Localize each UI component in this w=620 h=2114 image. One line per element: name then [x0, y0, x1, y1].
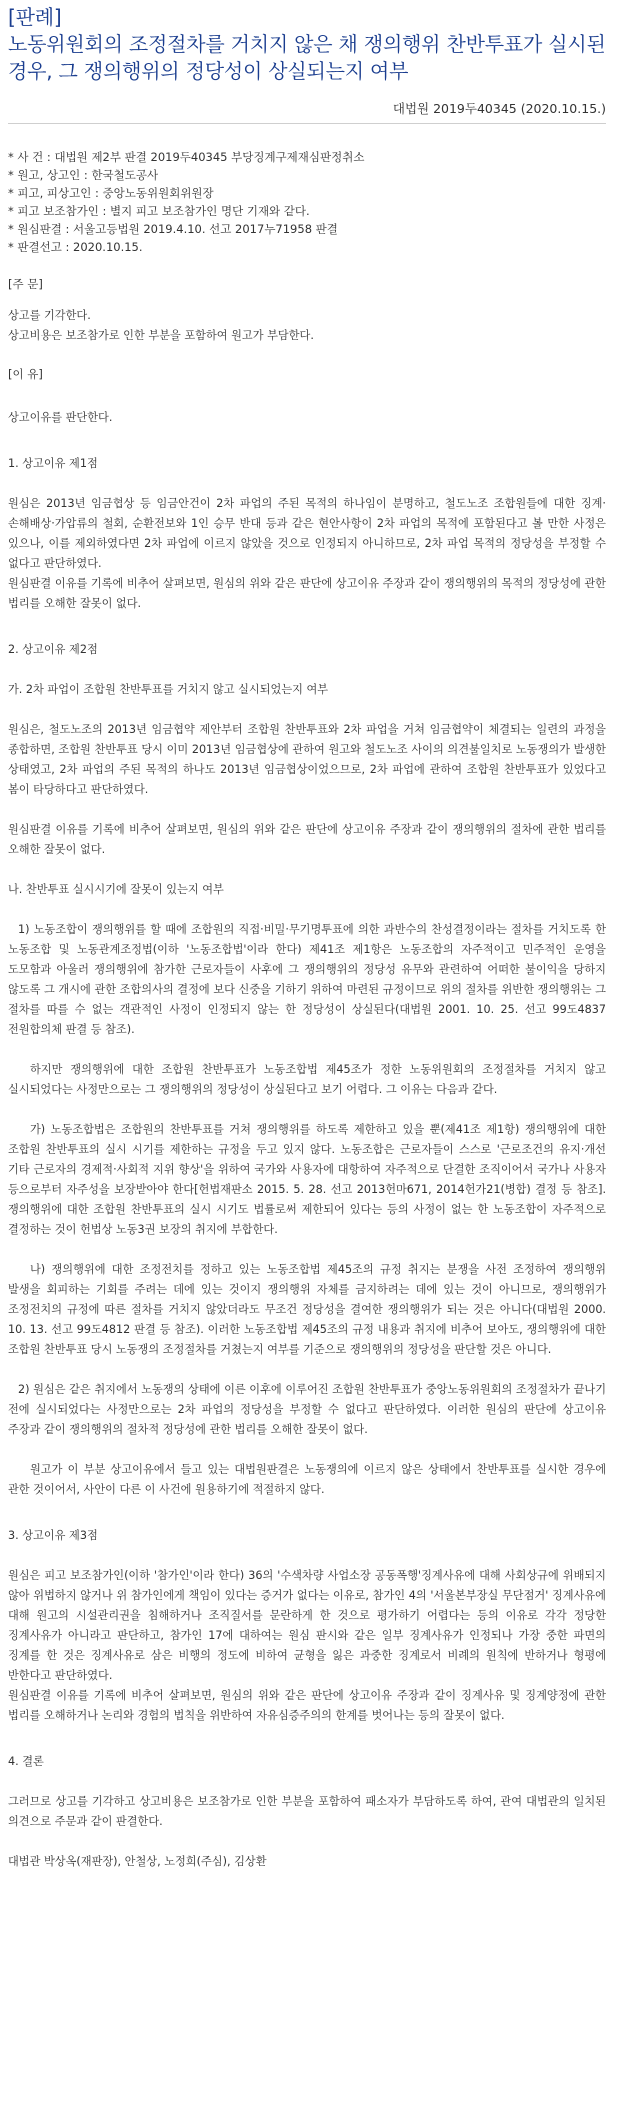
section-heading: 4. 결론 [8, 1755, 44, 1768]
meta-decision-date: * 판결선고 : 2020.10.15. [8, 240, 143, 254]
meta-lower-judgment: * 원심판결 : 서울고등법원 2019.4.10. 선고 2017누71958 판결 [8, 222, 338, 236]
meta-intervenor: * 피고 보조참가인 : 별지 피고 보조참가인 명단 기재와 같다. [8, 204, 310, 218]
section-heading: 1. 상고이유 제1점 [8, 457, 98, 470]
order-heading: [주 문] [8, 277, 43, 291]
order-line: 상고를 기각한다. [8, 309, 91, 322]
case-meta [8, 148, 606, 256]
paragraph: 가) 노동조합법은 조합원의 찬반투표를 거쳐 쟁의행위를 하도록 제한하고 있을 뿐(제41조 제1항) 쟁의행위에 대한 조합원 찬반투표의 실시 시기를 제한하는 규정을 두고 있지 않다. 노동조합은 근로자들이 스스로 '근로조건의 유지·개선 기타 근로자의 경제적·사회적 지위 향상'을 위하여 국가와 사용자에 대항하여 자주적으로 단결한 조직이어서 국가나 사용자 등으로부터 자주성을 보장받아야 한다[헌법재판소 2015. 5. 28. 선고 2013헌마671, 2014헌가21(병합) 결정 등 참조]. 쟁의행위에 대한 조합원 찬반투표의 실시 시기도 법률로써 제한되어 있다는 등의 사정이 없는 한 노동조합이 자주적으로 결정하는 것이 헌법상 노동3권 보장의 취지에 부합한다. [8, 1123, 606, 1236]
paragraph: 그러므로 상고를 기각하고 상고비용은 보조참가로 인한 부분을 포함하여 패소자가 부담하도록 하여, 관여 대법관의 일치된 의견으로 주문과 같이 판결한다. [8, 1795, 606, 1828]
case-title-block [8, 4, 606, 85]
case-tag: [판례] [8, 5, 62, 29]
paragraph: 원고가 이 부분 상고이유에서 들고 있는 대법원판결은 노동쟁의에 이르지 않은 상태에서 찬반투표를 실시한 경우에 관한 것이어서, 사안이 다른 이 사건에 원용하기에 적절하지 않다. [8, 1463, 606, 1496]
paragraph: 2) 원심은 같은 취지에서 노동쟁의 상태에 이른 이후에 이루어진 조합원 찬반투표가 중앙노동위원회의 조정절차가 끝나기 전에 실시되었다는 사정만으로는 2차 파업의 정당성을 부정할 수 없다고 판단하였다. 이러한 원심의 판단에 상고이유 주장과 같이 쟁의행위의 절차적 정당성에 관한 법리를 오해한 잘못이 없다. [8, 1383, 606, 1436]
paragraph: 원심은 2013년 임금협상 등 임금안건이 2차 파업의 주된 목적의 하나임이 분명하고, 철도노조 조합원들에 대한 징계·손해배상·가압류의 철회, 순환전보와 1인 승무 반대 등과 같은 현안사항이 2차 파업의 목적에 포함된다고 볼 만한 사정은 있으나, 이를 제외하였다면 2차 파업에 이르지 않았을 것으로 인정되지 아니하므로, 2차 파업 목적의 정당성을 부정할 수 없다고 판단하였다. [8, 497, 606, 570]
paragraph: 하지만 쟁의행위에 대한 조합원 찬반투표가 노동조합법 제45조가 정한 노동위원회의 조정절차를 거치지 않고 실시되었다는 사정만으로는 그 쟁의행위의 정당성이 상실된다고 보기 어렵다. 그 이유는 다음과 같다. [8, 1063, 606, 1096]
case-citation: 대법원 2019두40345 (2020.10.15.) [8, 99, 606, 124]
paragraph: 원심은 피고 보조참가인(이하 '참가인'이라 한다) 36의 '수색차량 사업소장 공동폭행'징계사유에 대해 사회상규에 위배되지 않아 위법하지 않거나 위 참가인에게 책임이 있다는 증거가 없다는 이유로, 참가인 4의 '서울본부장실 무단점거' 징계사유에 대해 원고의 시설관리권을 침해하거나 조직질서를 문란하게 한 것으로 평가하기 어렵다는 등의 이유로 각각 정당한 징계사유가 아니라고 판단하고, 참가인 17에 대하여는 원심 판시와 같은 일부 징계사유가 인정되나 가장 중한 파면의 징계를 한 것은 징계사유로 삼은 비행의 정도에 비하여 균형을 잃은 과중한 징계로서 비례의 원칙에 반하거나 형평에 반한다고 판단하였다. [8, 1569, 606, 1682]
paragraph: 원심판결 이유를 기록에 비추어 살펴보면, 원심의 위와 같은 판단에 상고이유 주장과 같이 징계사유 및 징계양정에 관한 법리를 오해하거나 논리와 경험의 법칙을 위반하여 자유심증주의의 한계를 벗어나는 등의 잘못이 없다. [8, 1689, 606, 1722]
case-title: 노동위원회의 조정절차를 거치지 않은 채 쟁의행위 찬반투표가 실시된 경우, 그 쟁의행위의 정당성이 상실되는지 여부 [8, 32, 606, 83]
meta-defendant: * 피고, 피상고인 : 중앙노동위원회위원장 [8, 186, 214, 200]
paragraph: 원심판결 이유를 기록에 비추어 살펴보면, 원심의 위와 같은 판단에 상고이유 주장과 같이 쟁의행위의 목적의 정당성에 관한 법리를 오해한 잘못이 없다. [8, 577, 606, 610]
paragraph: 나) 쟁의행위에 대한 조정전치를 정하고 있는 노동조합법 제45조의 규정 취지는 분쟁을 사전 조정하여 쟁의행위 발생을 회피하는 기회를 주려는 데에 있는 것이지 쟁의행위 자체를 금지하려는 데에 있는 것이 아니므로, 쟁의행위가 조정전치의 규정에 따른 절차를 거치지 않았더라도 무조건 정당성을 결여한 쟁의행위가 되는 것은 아니다(대법원 2000. 10. 13. 선고 99도4812 판결 등 참조). 이러한 노동조합법 제45조의 규정 내용과 취지에 비추어 보아도, 쟁의행위에 대한 조합원 찬반투표 당시 노동쟁의 조정절차를 거쳤는지 여부를 기준으로 쟁의행위의 정당성을 판단할 것은 아니다. [8, 1263, 606, 1356]
paragraph: 원심은, 철도노조의 2013년 임금협약 제안부터 조합원 찬반투표와 2차 파업을 거쳐 임금협약이 체결되는 일련의 과정을 종합하면, 조합원 찬반투표 당시 이미 2013년 임금협상에 관하여 원고와 철도노조 사이의 의견불일치로 노동쟁의가 발생한 상태였고, 2차 파업의 주된 목적의 하나도 2013년 임금협상이었으므로, 2차 파업에 관하여 조합원 찬반투표가 있었다고 봄이 타당하다고 판단하였다. [8, 723, 606, 796]
subsection-heading: 가. 2차 파업이 조합원 찬반투표를 거치지 않고 실시되었는지 여부 [8, 683, 329, 696]
reasons-heading: [이 유] [8, 367, 43, 381]
subsection-heading: 나. 찬반투표 실시시기에 잘못이 있는지 여부 [8, 883, 224, 896]
paragraph: 1) 노동조합이 쟁의행위를 할 때에 조합원의 직접·비밀·무기명투표에 의한 과반수의 찬성결정이라는 절차를 거치도록 한 노동조합 및 노동관계조정법(이하 '노동조합법'이라 한다) 제41조 제1항은 노동조합의 자주적이고 민주적인 운영을 도모함과 아울러 쟁의행위에 참가한 근로자들이 사후에 그 쟁의행위의 정당성 유무와 관련하여 어떠한 불이익을 당하지 않도록 그 개시에 관한 조합의사의 결정에 보다 신중을 기하기 위하여 마련된 규정이므로 위의 절차를 위반한 쟁의행위는 그 절차를 따를 수 없는 객관적인 사정이 인정되지 않는 한 정당성이 상실된다(대법원 2001. 10. 25. 선고 99도4837 전원합의체 판결 등 참조). [8, 923, 606, 1036]
order-line: 상고비용은 보조참가로 인한 부분을 포함하여 원고가 부담한다. [8, 329, 314, 342]
meta-plaintiff: * 원고, 상고인 : 한국철도공사 [8, 168, 159, 182]
reasons-intro: 상고이유를 판단한다. [8, 411, 113, 424]
section-heading: 2. 상고이유 제2점 [8, 643, 98, 656]
paragraph: 원심판결 이유를 기록에 비추어 살펴보면, 원심의 위와 같은 판단에 상고이유 주장과 같이 쟁의행위의 절차에 관한 법리를 오해한 잘못이 없다. [8, 823, 606, 856]
section-heading: 3. 상고이유 제3점 [8, 1529, 98, 1542]
justices: 대법관 박상옥(재판장), 안철상, 노정희(주심), 김상환 [8, 1855, 267, 1868]
meta-case: * 사 건 : 대법원 제2부 판결 2019두40345 부당징계구제재심판정취소 [8, 150, 365, 164]
